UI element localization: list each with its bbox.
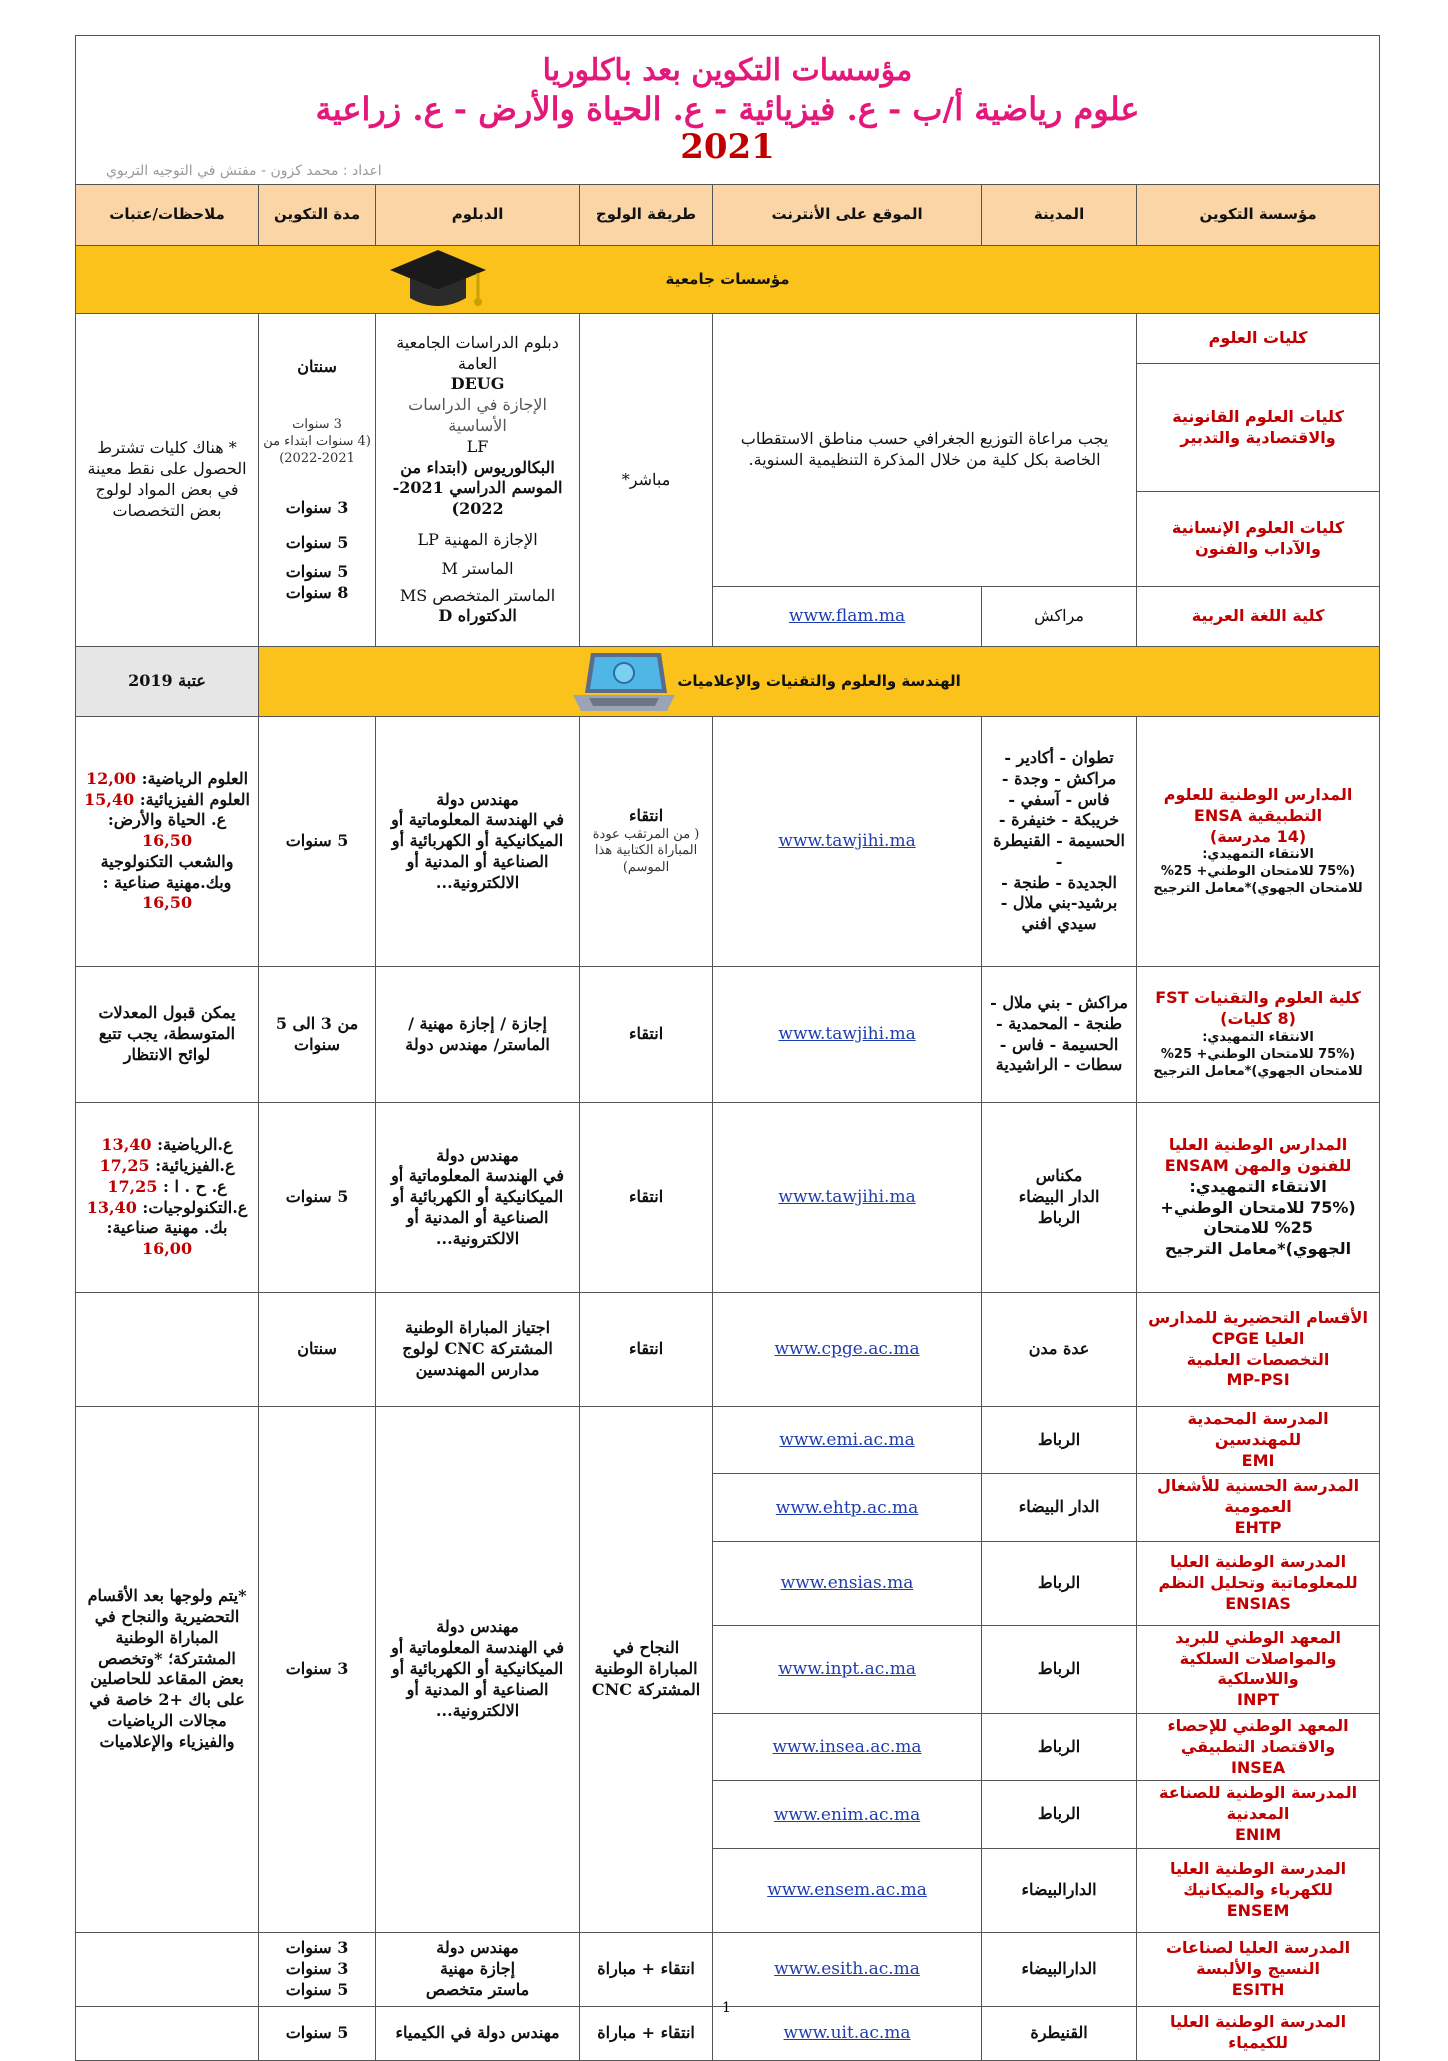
diploma-line: إجازة مهنية bbox=[440, 1958, 516, 1978]
city: الدار البيضاء bbox=[1018, 1187, 1100, 1207]
diploma-line: الصناعية أو المدنية أو bbox=[406, 851, 549, 871]
website-link-text[interactable]: www.cpge.ac.ma bbox=[774, 1339, 920, 1360]
diploma: اجتياز المباراة الوطنية المشتركة CNC لولوج مدارس المهندسين bbox=[376, 1293, 580, 1407]
selection-rule: (75% للامتحان الوطني+ 25% للامتحان الجهوي)*معامل الترجيح bbox=[1153, 864, 1363, 897]
selection-rule: (75% للامتحان الوطني+ 25% للامتحان الجهوي)*معامل الترجيح bbox=[1160, 1197, 1356, 1259]
city: الرباط bbox=[982, 1541, 1137, 1625]
diploma-abbr: DEUG bbox=[450, 374, 505, 394]
table-row bbox=[76, 1407, 1380, 1474]
institution-abbr: EMI bbox=[1241, 1450, 1275, 1470]
city: سطات - الراشيدية bbox=[995, 1055, 1123, 1075]
website-link-text[interactable]: www.esith.ac.ma bbox=[774, 1959, 920, 1980]
notes-cell: * هناك كليات تشترط الحصول على نقط معينة في بعض المواد لولوج بعض التخصصات bbox=[76, 314, 259, 647]
website-link-text[interactable]: www.tawjihi.ma bbox=[778, 831, 916, 852]
diploma-line: الصناعية أو المدنية أو bbox=[406, 1679, 549, 1699]
city: الرباط bbox=[982, 1625, 1137, 1713]
threshold-value: 15,40 bbox=[84, 789, 135, 809]
header-cell: المدينة bbox=[982, 185, 1137, 246]
diploma-line: الالكترونية... bbox=[435, 1228, 520, 1248]
threshold-value: 17,25 bbox=[99, 1155, 150, 1175]
access-cell bbox=[580, 717, 713, 967]
duration-line: (4 سنوات ابتداء من 2021-2022) bbox=[263, 434, 371, 467]
city: القنيطرة bbox=[982, 2006, 1137, 2060]
institution-cell bbox=[1137, 1103, 1380, 1293]
website-link[interactable] bbox=[713, 1541, 982, 1625]
notes-cell bbox=[76, 1932, 259, 2006]
institution-cell bbox=[1137, 1848, 1380, 1932]
threshold-value: 16,50 bbox=[141, 893, 193, 913]
duration-line: 5 سنوات bbox=[285, 1979, 349, 1999]
website-link-text[interactable]: www.uit.ac.ma bbox=[783, 2023, 911, 2044]
city: مراكش - بني ملال - bbox=[990, 992, 1128, 1012]
institution-name: كليات العلوم bbox=[1137, 314, 1380, 364]
institution-tracks: MP-PSI bbox=[1226, 1370, 1290, 1390]
diploma-line: الماستر المتخصص MS bbox=[399, 585, 556, 605]
thresholds-cell bbox=[76, 717, 259, 967]
diploma-line: في الهندسة المعلوماتية أو bbox=[391, 1166, 565, 1186]
city: طنجة - المحمدية - bbox=[996, 1013, 1123, 1033]
institution-name: المدرسة الوطنية العليا للكيمياء bbox=[1137, 2006, 1380, 2060]
website-link[interactable] bbox=[713, 1625, 982, 1713]
city: مراكش bbox=[982, 587, 1137, 647]
cities-cell bbox=[982, 1103, 1137, 1293]
diploma-line: الماستر M bbox=[441, 558, 514, 578]
page-subtitle: علوم رياضية أ/ب - ع. فيزيائية - ع. الحياة والأرض - ع. زراعية bbox=[315, 90, 1140, 129]
duration: سنتان bbox=[259, 1293, 376, 1407]
institution-name: المدرسة الوطنية للصناعة المعدنية bbox=[1159, 1783, 1358, 1824]
website-link-text[interactable]: www.enim.ac.ma bbox=[773, 1804, 921, 1825]
institution-abbr: ENIM bbox=[1234, 1824, 1282, 1844]
duration-line: 5 سنوات bbox=[285, 532, 349, 552]
duration: 3 سنوات bbox=[259, 1407, 376, 1933]
table-row bbox=[76, 1103, 1380, 1293]
website-link-text[interactable]: www.emi.ac.ma bbox=[779, 1430, 915, 1451]
institution-cell bbox=[1137, 967, 1380, 1103]
access-mode: انتقاء bbox=[580, 967, 713, 1103]
duration-line: 5 سنوات bbox=[285, 561, 349, 581]
diploma-cell bbox=[376, 1932, 580, 2006]
institution-cell bbox=[1137, 1293, 1380, 1407]
section-engineering bbox=[259, 647, 1380, 717]
page-year: 2021 bbox=[680, 127, 775, 168]
city-note: يجب مراعاة التوزيع الجغرافي حسب مناطق الاستقطاب الخاصة بكل كلية من خلال المذكرة التنظيمية السنوية. bbox=[713, 314, 1137, 587]
access-note: ( من المرتقب عودة المباراة الكتابية هذا الموسم) bbox=[592, 826, 700, 876]
table-row bbox=[76, 717, 1380, 967]
institution-abbr: ENSIAS bbox=[1225, 1593, 1291, 1613]
institution-name: كلية العلوم والتقنيات FST bbox=[1155, 988, 1361, 1008]
diploma-line: الميكانيكية أو الكهربائية أو bbox=[391, 1187, 564, 1207]
website-link[interactable] bbox=[713, 717, 982, 967]
institution-name: المدرسة الوطنية العليا للمعلوماتية وتحليل النظم bbox=[1158, 1552, 1358, 1592]
duration-line: 8 سنوات bbox=[285, 582, 349, 602]
access-mode: انتقاء bbox=[580, 1293, 713, 1407]
website-link[interactable] bbox=[713, 1781, 982, 1848]
title-block bbox=[76, 36, 1380, 185]
durations-cell bbox=[259, 314, 376, 647]
duration-line: سنتان bbox=[297, 356, 337, 376]
threshold-value: 16,00 bbox=[141, 1239, 193, 1259]
website-link-text[interactable]: www.ensem.ac.ma bbox=[767, 1880, 927, 1901]
diploma-line: البكالوريوس (ابتداء من الموسم الدراسي 2021-2022) bbox=[392, 457, 563, 519]
threshold-value: 16,50 bbox=[141, 831, 193, 851]
diploma-line: الالكترونية... bbox=[435, 872, 520, 892]
track-label: والشعب التكنولوجية وبك.مهنية صناعية : bbox=[100, 851, 234, 892]
website-link[interactable] bbox=[713, 1103, 982, 1293]
institution-name: المدرسة الوطنية العليا للكهرباء والميكانيك bbox=[1169, 1859, 1347, 1899]
thresholds-cell bbox=[76, 1103, 259, 1293]
header-cell: مدة التكوين bbox=[259, 185, 376, 246]
city: فاس - آسفي - bbox=[1008, 789, 1110, 809]
city: الرباط bbox=[982, 1407, 1137, 1474]
institution-name: المدرسة المحمدية للمهندسين bbox=[1187, 1409, 1329, 1449]
duration-line: 3 سنوات bbox=[285, 498, 349, 518]
access-mode: النجاح في المباراة الوطنية المشتركة CNC bbox=[580, 1407, 713, 1933]
duration: 5 سنوات bbox=[259, 717, 376, 967]
diploma-line: مهندس دولة bbox=[436, 1617, 519, 1637]
institution-abbr: ESITH bbox=[1231, 1979, 1285, 1999]
page-number: 1 bbox=[722, 2000, 731, 2016]
durations-cell bbox=[259, 1932, 376, 2006]
orientation-table bbox=[75, 35, 1380, 2061]
access-mode: مباشر* bbox=[580, 314, 713, 647]
institution-abbr: INPT bbox=[1237, 1690, 1280, 1710]
graduation-cap-icon bbox=[386, 246, 490, 314]
laptop-icon bbox=[569, 649, 679, 715]
website-link-text[interactable]: www.flam.ma bbox=[788, 606, 906, 627]
diploma-line: الميكانيكية أو الكهربائية أو bbox=[391, 831, 564, 851]
website-link[interactable] bbox=[713, 1407, 982, 1474]
city: عدة مدن bbox=[982, 1293, 1137, 1407]
website-link[interactable] bbox=[713, 1713, 982, 1780]
section-universities bbox=[76, 246, 1380, 314]
diplomas-cell bbox=[376, 314, 580, 647]
city: مراكش - وجدة - bbox=[1001, 768, 1117, 788]
table-row bbox=[76, 1932, 1380, 2006]
diploma-line: الالكترونية... bbox=[435, 1700, 520, 1720]
institution-count: (14 مدرسة) bbox=[1209, 826, 1307, 846]
city: الدارالبيضاء bbox=[982, 1848, 1137, 1932]
access-mode: انتقاء bbox=[580, 1103, 713, 1293]
diploma-line: مهندس دولة bbox=[436, 1938, 519, 1958]
selection-rule: الانتقاء التمهيدي: bbox=[1202, 847, 1314, 863]
table-row bbox=[76, 967, 1380, 1103]
institution-abbr: INSEA bbox=[1230, 1757, 1286, 1777]
website-link[interactable] bbox=[713, 1474, 982, 1541]
header-cell: طريقة الولوج bbox=[580, 185, 713, 246]
selection-rule: الانتقاء التمهيدي: bbox=[1189, 1176, 1327, 1196]
header-cell: مؤسسة التكوين bbox=[1137, 185, 1380, 246]
diploma: مهندس دولة في الكيمياء bbox=[376, 2006, 580, 2060]
city: الرباط bbox=[1037, 1207, 1081, 1227]
table-row bbox=[76, 1293, 1380, 1407]
notes-cell bbox=[76, 2006, 259, 2060]
institution-name: المعهد الوطني للإحصاء والاقتصاد التطبيقي bbox=[1167, 1715, 1349, 1756]
diploma-line: الدكتوراه D bbox=[438, 606, 517, 626]
city: برشيد-بني ملال - bbox=[1000, 893, 1118, 913]
threshold-value: 12,00 bbox=[85, 768, 137, 788]
website-link-text[interactable]: www.tawjihi.ma bbox=[778, 1024, 916, 1045]
institution-name: كلية اللغة العربية bbox=[1137, 587, 1380, 647]
city: الدارالبيضاء bbox=[982, 1932, 1137, 2006]
threshold-label: عتبة 2019 bbox=[76, 647, 259, 717]
diploma-line: مهندس دولة bbox=[436, 1145, 519, 1165]
website-link-text[interactable]: www.ensias.ma bbox=[780, 1573, 914, 1594]
access-mode: انتقاء + مباراة bbox=[580, 1932, 713, 2006]
track-label: بك. مهنية صناعية: bbox=[106, 1218, 228, 1238]
selection-rule: الانتقاء التمهيدي: bbox=[1202, 1029, 1314, 1045]
author-credit: اعداد : محمد كزون - مفتش في التوجيه التربوي bbox=[106, 163, 382, 179]
institution-name: كليات العلوم القانونية والاقتصادية والتدبير bbox=[1137, 364, 1380, 492]
notes-cell bbox=[76, 1293, 259, 1407]
header-cell: الموقع على الأنترنت bbox=[713, 185, 982, 246]
city: الحسيمة - القنيطرة - bbox=[993, 831, 1125, 871]
institution-abbr: EHTP bbox=[1234, 1517, 1282, 1537]
website-link[interactable] bbox=[713, 967, 982, 1103]
institution-cell bbox=[1137, 1625, 1380, 1713]
duration-line: 3 سنوات bbox=[292, 417, 342, 433]
diploma-line: الصناعية أو المدنية أو bbox=[406, 1207, 549, 1227]
diploma-line: مهندس دولة bbox=[436, 789, 519, 809]
section-title: الهندسة والعلوم والتقنيات والإعلاميات bbox=[677, 671, 961, 690]
diploma-line: دبلوم الدراسات الجامعية العامة bbox=[396, 332, 559, 373]
institution-abbr: ENSEM bbox=[1226, 1900, 1290, 1920]
threshold-value: 13,40 bbox=[86, 1197, 137, 1217]
institution-cell bbox=[1137, 717, 1380, 967]
institution-name: كليات العلوم الإنسانية والآداب والفنون bbox=[1137, 492, 1380, 587]
diploma-line: الميكانيكية أو الكهربائية أو bbox=[391, 1658, 564, 1678]
selection-rule: (75% للامتحان الوطني+ 25% للامتحان الجهوي)*معامل الترجيح bbox=[1153, 1046, 1363, 1079]
website-link-text[interactable]: www.ehtp.ac.ma bbox=[775, 1497, 919, 1518]
duration-line: 3 سنوات bbox=[285, 1938, 349, 1958]
website-link[interactable] bbox=[713, 1848, 982, 1932]
track-label: العلوم الفيزيائية: bbox=[139, 789, 250, 809]
city: الرباط bbox=[982, 1781, 1137, 1848]
track-label: ع.الرياضية: bbox=[157, 1135, 233, 1155]
duration: 5 سنوات bbox=[259, 2006, 376, 2060]
institution-name: المعهد الوطني للبريد والمواصلات السلكية واللاسلكية bbox=[1175, 1627, 1341, 1689]
table-header bbox=[76, 185, 1380, 246]
duration-line: 3 سنوات bbox=[285, 1958, 349, 1978]
diploma-line: في الهندسة المعلوماتية أو bbox=[391, 1638, 565, 1658]
duration: من 3 الى 5 سنوات bbox=[259, 967, 376, 1103]
diploma-abbr: LF bbox=[466, 436, 489, 456]
city: الجديدة - طنجة - bbox=[1001, 872, 1117, 892]
section-title: مؤسسات جامعية bbox=[665, 269, 790, 288]
track-label: ع. الحياة والأرض: bbox=[107, 810, 227, 830]
city: تطوان - أكادير - bbox=[1004, 747, 1114, 767]
website-link[interactable] bbox=[713, 1932, 982, 2006]
track-label: ع.التكنولوجيات: bbox=[142, 1197, 248, 1217]
notes-cell: *يتم ولوجها بعد الأقسام التحضيرية والنجاح في المباراة الوطنية المشتركة؛ *وتخصص بعض المقاعد للحاصلين على باك +2 خاصة في مجالات الرياضيات والفيزياء والإعلاميات bbox=[76, 1407, 259, 1933]
institution-cell bbox=[1137, 1781, 1380, 1848]
institution-cell bbox=[1137, 1474, 1380, 1541]
diploma-line: ماستر متخصص bbox=[425, 1979, 530, 1999]
institution-name: المدرسة العليا لصناعات النسيج والألبسة bbox=[1165, 1938, 1351, 1978]
city: الرباط bbox=[982, 1713, 1137, 1780]
diploma: إجازة / إجازة مهنية / الماستر/ مهندس دولة bbox=[376, 967, 580, 1103]
institution-cell bbox=[1137, 1407, 1380, 1474]
website-link-text[interactable]: www.insea.ac.ma bbox=[772, 1737, 922, 1758]
diploma-cell bbox=[376, 1103, 580, 1293]
institution-cell bbox=[1137, 1541, 1380, 1625]
website-link-text[interactable]: www.inpt.ac.ma bbox=[778, 1659, 916, 1680]
city: الحسيمة - فاس - bbox=[999, 1034, 1119, 1054]
notes-cell: يمكن قبول المعدلات المتوسطة، يجب تتبع لوائح الانتظار bbox=[76, 967, 259, 1103]
access-mode: انتقاء bbox=[628, 805, 664, 825]
access-mode: انتقاء + مباراة bbox=[580, 2006, 713, 2060]
duration: 5 سنوات bbox=[259, 1103, 376, 1293]
header-cell: الدبلوم bbox=[376, 185, 580, 246]
track-label: ع. ح . ا : bbox=[163, 1176, 227, 1196]
website-link[interactable] bbox=[713, 587, 982, 647]
institution-count: (8 كليات) bbox=[1220, 1009, 1296, 1029]
institution-name: المدرسة الحسنية للأشغال العمومية bbox=[1156, 1476, 1360, 1517]
website-link[interactable] bbox=[713, 2006, 982, 2060]
city: مكناس bbox=[1035, 1166, 1083, 1186]
institution-cell bbox=[1137, 1932, 1380, 2006]
city: خريبكة - خنيفرة - bbox=[998, 810, 1120, 830]
threshold-value: 17,25 bbox=[107, 1176, 158, 1196]
track-label: ع.الفيزيائية: bbox=[155, 1155, 235, 1175]
header-cell: ملاحظات/عتبات bbox=[76, 185, 259, 246]
city: الدار البيضاء bbox=[982, 1474, 1137, 1541]
institution-sub: التخصصات العلمية bbox=[1186, 1349, 1330, 1369]
diploma-line: الإجازة في الدراسات الأساسية bbox=[408, 395, 547, 435]
page-title: مؤسسات التكوين بعد باكلوريا bbox=[542, 53, 913, 89]
institution-cell bbox=[1137, 1713, 1380, 1780]
threshold-value: 13,40 bbox=[101, 1135, 152, 1155]
institution-name: المدارس الوطنية العليا للفنون والمهن ENSAM bbox=[1164, 1135, 1352, 1175]
cities-cell bbox=[982, 967, 1137, 1103]
website-link-text[interactable]: www.tawjihi.ma bbox=[778, 1187, 916, 1208]
diploma-line: في الهندسة المعلوماتية أو bbox=[391, 810, 565, 830]
institution-name: الأقسام التحضيرية للمدارس العليا CPGE bbox=[1148, 1307, 1368, 1348]
track-label: العلوم الرياضية: bbox=[141, 768, 249, 788]
page bbox=[75, 35, 1379, 2053]
diploma-line: الإجازة المهنية LP bbox=[417, 529, 538, 549]
city: سيدي افني bbox=[1021, 914, 1097, 934]
cities-cell bbox=[982, 717, 1137, 967]
website-link[interactable] bbox=[713, 1293, 982, 1407]
diploma-cell bbox=[376, 717, 580, 967]
institution-name: المدارس الوطنية للعلوم التطبيقية ENSA bbox=[1163, 784, 1353, 825]
diploma-cell bbox=[376, 1407, 580, 1933]
